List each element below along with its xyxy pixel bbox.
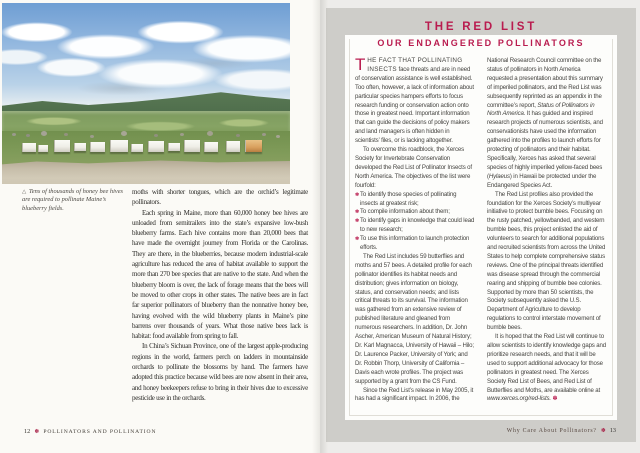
- bee-hive: [184, 140, 200, 152]
- bee-hive: [38, 145, 48, 152]
- sidebar-content-box: [345, 35, 617, 420]
- flower-bullet-icon: ✽: [355, 209, 360, 216]
- bee-hive: [226, 141, 240, 152]
- caption-triangle-icon: △: [22, 189, 27, 195]
- bullet-text: To compile information about them;: [360, 208, 450, 216]
- lead-rest: face threats and are in need of conservation assistance is well established. Too often, however, a lack of information about particular species hampers efforts to focus research funding or conservation action onto those in greatest need. Important information that can guide the decisions of policy makers and land managers is often hidden in scientists’ files, or is lacking altogether.: [355, 65, 474, 145]
- bullet-text: To identify those species of pollinating insects at greatest risk;: [360, 190, 457, 207]
- bee-hive: [110, 140, 128, 152]
- page-number: 12: [24, 428, 31, 435]
- paragraph: Since the Red List’s release in May 2005, it has had a significant impact. In 2006, the: [355, 386, 474, 403]
- report-title-italic: Status of Pollinators in North America: [487, 101, 595, 118]
- paragraph: The Red List includes 59 butterflies and moths and 57 bees. A detailed profile for each pollinator identifies its habitat needs and distribution; gives information on biology, status, and conservation needs; and lists critical threats to its survival. The information was gathered from an extensive review of published literature and gleaned from numerous researchers. In addition, Dr. John Ascher, American Museum of Natural History; Dr. Karl Magnacca, University of Hawaii – Hilo; Dr. Laurence Packer, University of York; and Dr. Robbin Thorp, University of California – Davis each wrote profiles. The project was supported by a grant from the CS Fund.: [355, 252, 474, 385]
- column-2: [487, 57, 607, 414]
- lead-paragraph: [355, 57, 475, 146]
- list-item: [355, 217, 475, 235]
- bullet-text: To identify gaps in knowledge that could lead to new research;: [360, 217, 475, 234]
- list-item: [355, 191, 475, 209]
- bee-hive: [74, 143, 86, 151]
- paragraph: moths with shorter tongues, which are the orchid’s legitimate pollinators.: [132, 188, 308, 207]
- text-run: It is hoped that the Red List will continue to allow scientists to identify knowledge gaps and prioritize research needs, and that it will be used to support additional advocacy for those pollinators in greatest need. The Xerces Society Red List of Bees, and Red List of Butterflies and Moths, are available online at: [487, 333, 606, 394]
- text-run: National Research Council committee on the status of pollinators in North America requested a presentation about this summary of imperiled pollinators, and the Red List was subsequently reprinted as an appendix in the committee’s report,: [487, 57, 603, 109]
- right-running-footer: [507, 427, 616, 434]
- paragraph: [487, 57, 607, 191]
- column-1: [355, 57, 475, 414]
- paragraph: To overcome this roadblock, the Xerces Society for Invertebrate Conservation developed the Red List of Pollinator Insects of North America. The objectives of the list were fourfold:: [355, 146, 472, 189]
- page-number: 13: [609, 427, 616, 434]
- rocks: [12, 133, 16, 136]
- right-page: [320, 0, 640, 453]
- page-gutter-shadow: [312, 0, 328, 453]
- left-body-text: [132, 187, 308, 403]
- flower-bullet-icon: ✽: [355, 218, 360, 225]
- genus-italic: Hylaeus: [488, 172, 510, 180]
- end-flower-ornament-icon: ✽: [552, 396, 558, 403]
- bullet-text: To use this information to launch protection efforts.: [360, 235, 470, 252]
- list-item: [355, 208, 475, 217]
- bee-hive: [22, 143, 36, 152]
- bee-hive: [131, 144, 143, 152]
- paragraph: Each spring in Maine, more than 60,000 honey bee hives are unloaded from semitrailers into the state’s expansive low-bush blueberry farms. Each hive contains more than 20,000 bees that have made the overnight journey from Florida or the Carolinas. They are there, in the blueberries, because modern industrial-scale agriculture has reduced the area of habitat available to support the more than 270 bee species that are native to the state. And when the blueberry bloom is over, the lack of forage means that the bees will be moved to other crops in other states. The native bees are in fact far superior pollinators of blueberry than the nonnative honey bee, having evolved with the wild blueberry plants in Maine’s pine barrens over thousands of years. What those native bees lack is habitat: food available from spring to fall.: [132, 208, 308, 341]
- clouds-sky: [2, 3, 290, 107]
- gravel-foreground: [2, 160, 290, 184]
- text-run: . It has guided and inspired research projects of numerous scientists, and conservationists have used the information gathered into the profiles to launch efforts for protecting of pollinators and their habitat. Specifically, Xerces has asked that several species of highly imperiled yellow-faced bees (: [487, 110, 603, 180]
- flower-ornament-icon: ✽: [601, 427, 606, 434]
- bee-hive: [168, 143, 180, 151]
- text-run: ) in Hawaii be protected under the Endangered Species Act.: [487, 172, 597, 189]
- list-item: [355, 235, 475, 253]
- photo-caption: [22, 188, 128, 213]
- bee-hive: [148, 141, 164, 152]
- sidebar-title: THE RED LIST: [424, 21, 538, 33]
- flower-bullet-icon: ✽: [355, 236, 360, 243]
- blueberry-field-photo: [2, 3, 290, 184]
- url-text: www.xerces.org/red-lists.: [487, 395, 551, 403]
- sidebar-panel: [326, 8, 636, 442]
- paragraph: The Red List profiles also provided the foundation for the Xerces Society’s multiyear initiative to protect bumble bees. Focusing on the rusty patched, yellowbanded, and western bumble bees, this project enlisted the aid of volunteers to search for additional populations and recruited scientists from across the United States to help complete comprehensive status reviews. One of the principal threats identified was disease spread through the commercial rearing and shipping of bumble bee colonies. Supported by more than 50 scientists, the Society subsequently asked the U.S. Department of Agriculture to develop regulations to control interstate movement of bumble bees.: [487, 190, 606, 332]
- left-running-footer: [24, 428, 156, 435]
- flower-bullet-icon: ✽: [355, 191, 360, 198]
- running-title: Why Care About Pollinators?: [506, 428, 597, 434]
- sidebar-subtitle: OUR ENDANGERED POLLINATORS: [377, 38, 585, 48]
- caption-text: Tens of thousands of honey bee hives are required to pollinate Maine’s blueberry fields.: [22, 188, 124, 212]
- bee-hive: [245, 140, 262, 152]
- paragraph: In China’s Sichuan Province, one of the largest apple-producing regions in the world, farmers perch on ladders in mountainside orchards to pollinate the blossoms by hand. The farmers have adopted this practice because wild bees are now absent in their area, and honey beekeepers refuse to bring in their hives due to excessive pesticide use in the orchards.: [132, 342, 308, 402]
- two-column-text: [355, 57, 607, 414]
- drop-cap: T: [355, 57, 366, 74]
- flower-ornament-icon: ✽: [34, 428, 40, 435]
- bee-hive: [204, 142, 218, 152]
- lead-caps: HE FACT THAT POLLINATING INSECTS: [367, 57, 463, 73]
- running-title: POLLINATORS AND POLLINATION: [43, 429, 157, 435]
- bee-hive: [90, 142, 105, 152]
- paragraph: [487, 333, 607, 404]
- bee-hive: [54, 140, 70, 152]
